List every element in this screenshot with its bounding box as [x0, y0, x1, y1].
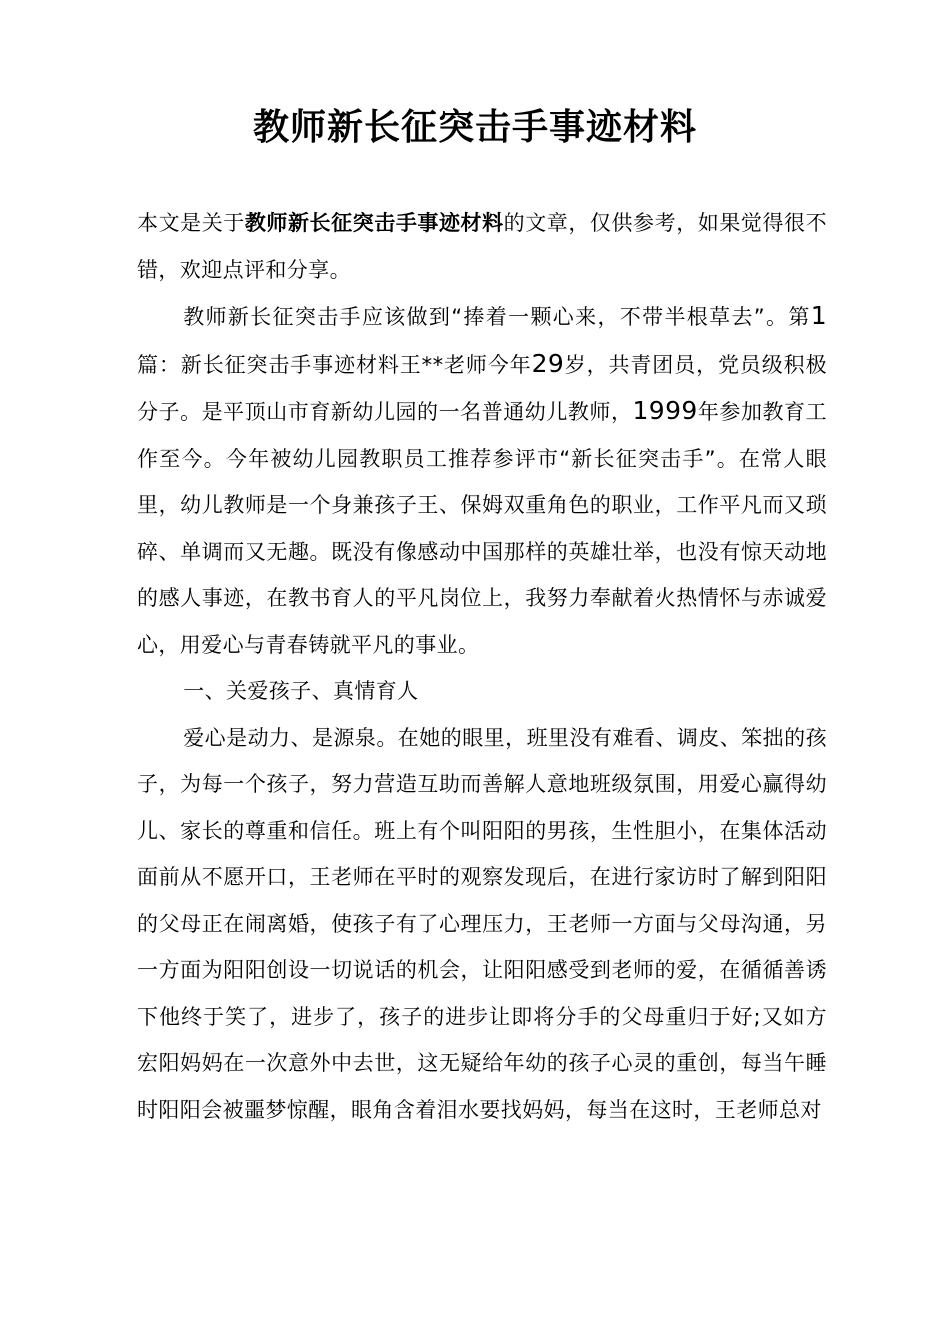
paragraph-1-part-2: 篇：新长征突击手事迹材料王**老师今年 — [137, 352, 532, 377]
document-title: 教师新长征突击手事迹材料 — [252, 107, 697, 148]
intro-suffix: 的文章，仅供参考，如果觉得很不错，欢迎点评和分享。 — [137, 211, 827, 282]
paragraph-1-part-3: 岁，共青团员，党员级积极分子。是平顶山市育新幼儿园的一名普通幼儿教师， — [137, 352, 827, 424]
section-heading-1: 一、关爱孩子、真情育人 — [183, 679, 419, 703]
paragraph-1-number-1: 1 — [810, 301, 827, 330]
paragraph-1 — [137, 293, 827, 668]
document-body — [137, 200, 827, 1133]
paragraph-2: 爱心是动力、是源泉。在她的眼里，班里没有难看、调皮、笨拙的孩子，为每一个孩子，努力营造互助而善解人意地班级氛围，用爱心赢得幼儿、家长的尊重和信任。班上有个叫阳阳的男孩，生性胆小，在集体活动面前从不愿开口，王老师在平时的观察发现后，在进行家访时了解到阳阳的父母正在闹离婚，使孩子有了心理压力，王老师一方面与父母沟通，另一方面为阳阳创设一切说话的机会，让阳阳感受到老师的爱，在循循善诱下他终于笑了，进步了，孩子的进步让即将分手的父母重归于好;又如方宏阳妈妈在一次意外中去世，这无疑给年幼的孩子心灵的重创，每当午睡时阳阳会被噩梦惊醒，眼角含着泪水要找妈妈，每当在这时，王老师总对 — [137, 725, 827, 1122]
paragraph-1-part-4: 年参加教育工作至今。今年被幼儿园教职员工推荐参评市“新长征突击手”。在常人眼里，幼儿教师是一个身兼孩子王、保姆双重角色的职业，工作平凡而又琐碎、单调而又无趣。既没有像感动中国那样的英雄壮举，也没有惊天动地的感人事迹，在教书育人的平凡岗位上，我努力奉献着火热情怀与赤诚爱心，用爱心与青春铸就平凡的事业。 — [137, 400, 827, 657]
intro-paragraph — [137, 200, 827, 293]
paragraph-1-part-1: 教师新长征突击手应该做到“捧着一颗心来，不带半根草去”。第 — [183, 305, 811, 329]
paragraph-1-number-2: 29 — [531, 348, 565, 378]
intro-bold-title: 教师新长征突击手事迹材料 — [244, 211, 504, 235]
paragraph-1-number-3: 1999 — [632, 396, 698, 425]
intro-prefix: 本文是关于 — [137, 211, 245, 235]
